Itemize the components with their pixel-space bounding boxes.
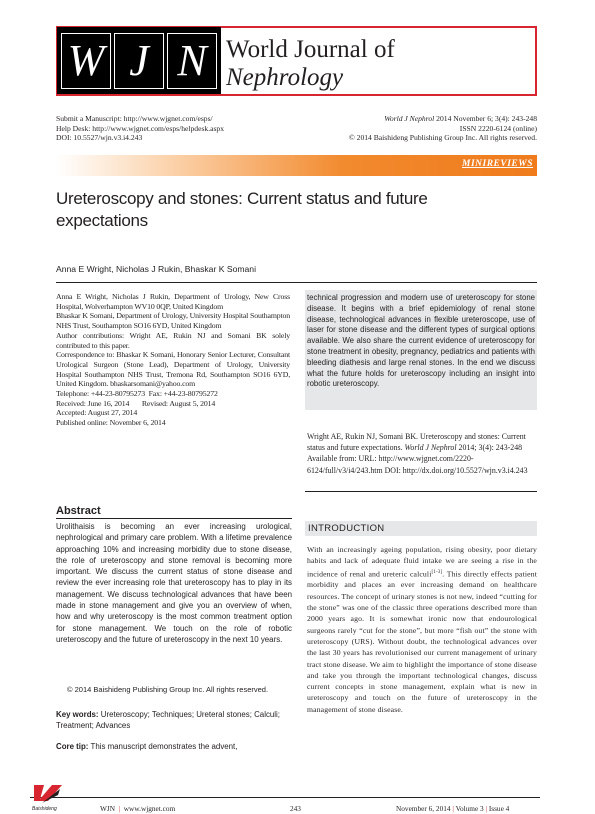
logo-letter-w: W — [61, 33, 111, 89]
footer-issue-number: Issue 4 — [488, 804, 510, 813]
author-contributions — [56, 331, 290, 350]
introduction-heading: INTRODUCTION — [308, 523, 385, 534]
core-tip — [56, 741, 292, 752]
footer-date: November 6, 2014 — [396, 804, 451, 813]
divider — [56, 282, 537, 283]
revised-date: August 5, 2014 — [169, 398, 216, 408]
article-title: Ureteroscopy and stones: Current status and future expectations — [56, 189, 428, 230]
journal-abbrev: World J Nephrol — [384, 114, 435, 123]
abstract-copyright: © 2014 Baishideng Publishing Group Inc. All rights reserved. — [67, 685, 269, 694]
correspondence-text: Bhaskar K Somani, Honorary Senior Lecturer, Consultant Urological Surgeon (Stone Lead), Department of Urology, University Hospital Southampton NHS Trust, Tremona Rd, Southampton SO16 6YD, United Kingdom. bhaskarsomani@yahoo.com — [56, 350, 290, 389]
footer-url[interactable]: www.wjgnet.com — [123, 804, 176, 813]
correspondence — [56, 350, 290, 389]
publisher-logo-text: Baishideng — [32, 806, 57, 812]
accepted-date: August 27, 2014 — [87, 408, 138, 418]
issue-info: 2014 November 6; 3(4): 243-248 — [434, 114, 537, 123]
divider — [56, 518, 292, 519]
accepted-label: Accepted: — [56, 408, 87, 418]
published-label: Published online: — [56, 418, 108, 428]
keywords-text: Ureteroscopy; Techniques; Ureteral stones; Calculi; Treatment; Advances — [56, 710, 280, 731]
author-list: Anna E Wright, Nicholas J Rukin, Bhaskar K Somani — [56, 264, 256, 274]
accepted — [56, 408, 290, 418]
header-copyright: © 2014 Baishideng Publishing Group Inc. All rights reserved. — [348, 133, 537, 143]
telephone-label: Telephone: — [56, 389, 90, 399]
fax-label: Fax: — [148, 389, 162, 399]
journal-name-line2: Nephrology — [226, 64, 344, 91]
received-date: June 16, 2014 — [87, 398, 130, 408]
issn-text: ISSN 2220-6124 (online) — [459, 123, 537, 133]
published-online — [56, 418, 290, 428]
citation — [307, 431, 537, 476]
publisher-logo-icon — [30, 781, 68, 813]
divider — [305, 491, 537, 492]
footer-journal: WJN | www.wjgnet.com — [100, 804, 176, 813]
logo-letter-n: N — [167, 33, 217, 89]
footer-divider — [30, 797, 540, 798]
reference-link[interactable]: [1-3] — [431, 569, 443, 575]
footer-journal-abbrev: WJN — [100, 804, 115, 813]
core-tip-continuation: technical progression and modern use of ureteroscopy for stone disease. It begins with a brief epidemiology of renal stone disease, technological advances in flexible ureteroscope, use of laser for stone disease and the different types of surgical options available. We also share the current evidence of ureteroscopy for stone treatment in obesity, pregnancy, pediatrics and patients with bleeding diathesis and large renal stones. In the end we discuss what the future holds for ureteroscopy including an insight into robotic ureteroscopy. — [307, 293, 535, 389]
footer-volume: Volume 3 — [455, 804, 484, 813]
journal-name-line1: World Journal of — [226, 36, 395, 63]
affiliation-2: Bhaskar K Somani, Department of Urology, University Hospital Southampton NHS Trust, Southampton SO16 6YD, United Kingdom — [56, 311, 290, 331]
footer-issue: November 6, 2014 | Volume 3 | Issue 4 — [396, 804, 510, 813]
keywords-label: Key words: — [56, 710, 99, 719]
contributions-label: Author contributions: — [56, 330, 125, 340]
citation-authors: Wright AE, Rukin NJ, Somani BK. Ureteroscopy and stones: Current status and future expectations. — [307, 432, 526, 453]
introduction-text — [307, 544, 537, 715]
section-label: MINIREVIEWS — [462, 159, 533, 169]
affiliation-1: Anna E Wright, Nicholas J Rukin, Department of Urology, New Cross Hospital, Wolverhampton WV10 0QP, United Kingdom — [56, 292, 290, 311]
doi-text: DOI: 10.5527/wjn.v3.i4.243 — [56, 133, 143, 143]
intro-paragraph-rest: . This directly effects patient morbidity and places an ever increasing demand on healthcare resources. The concept of urinary stones is not new, indeed “cutting for the stone” was one of the classic three operations described more than 2000 years ago. It is somewhat ironic now that endourological surgeons rarely “cut for the stone”, but more “fish out” the stone with ureteroscopy (URS). Without doubt, the technological advances over the last 30 years has revolutionised our current management of urinary tract stone disease. We aim to highlight the importance of stone disease and take you through the important technological changes, discuss current concepts in stone management, explain what is new in ureteroscopy and touch on the future of ureteroscopy in the management of stone disease. — [307, 569, 537, 714]
journal-citation-line — [384, 114, 537, 124]
citation-details[interactable]: 2014; 3(4): 243-248 Available from: URL: http://www.wjgnet.com/2220-6124/full/v3/i4/243.htm DOI: http://dx.doi.org/10.5527/wjn.v3.i4.243 — [307, 443, 528, 475]
phone-fax — [56, 389, 290, 399]
abstract-heading: Abstract — [56, 505, 101, 517]
published-date: November 6, 2014 — [109, 418, 166, 428]
received-revised — [56, 399, 290, 409]
keywords — [56, 709, 292, 732]
affiliation-block — [56, 292, 290, 428]
journal-logo — [57, 27, 221, 94]
telephone-value: +44-23-80795273 — [90, 389, 145, 399]
page-number: 243 — [290, 804, 301, 813]
fax-value: +44-23-80795272 — [163, 389, 218, 399]
logo-letter-j: J — [114, 33, 164, 89]
submit-link[interactable]: Submit a Manuscript: http://www.wjgnet.com/esps/ — [56, 114, 213, 123]
core-tip-label: Core tip: — [56, 742, 89, 751]
received-label: Received: — [56, 398, 86, 408]
helpdesk-link[interactable]: Help Desk: http://www.wjgnet.com/esps/helpdesk.aspx — [56, 123, 225, 133]
contributions-text: Wright AE, Rukin NJ and Somani BK solely contributed to this paper. — [56, 330, 290, 350]
citation-journal: World J Nephrol — [404, 443, 457, 453]
correspondence-label: Correspondence to: — [56, 350, 115, 360]
core-tip-text: This manuscript demonstrates the advent, — [90, 742, 238, 751]
intro-paragraph-start: With an increasingly ageing population, rising obesity, poor dietary habits and lack of adequate fluid intake we are seeing a rise in the incidence of renal and ureteric calculi — [307, 545, 537, 579]
abstract-text: Urolithaisis is becoming an ever increasing urological, nephrological and primary care problem. With a lifetime prevalence approaching 10% and increasing morbidity due to stone disease, the role of ureteroscopy and stone removal is becoming more important. We discuss the current status of stone disease and review the ever increasing role that ureteroscopy has to play in its management. We discuss technological advances that have been made in stone management and give you an overview of when, how and why ureteroscopy is the most common treatment option for stone management. We touch on the role of robotic ureteroscopy and the future of ureteroscopy in the next 10 years. — [56, 522, 292, 644]
revised-label: Revised: — [141, 398, 168, 408]
